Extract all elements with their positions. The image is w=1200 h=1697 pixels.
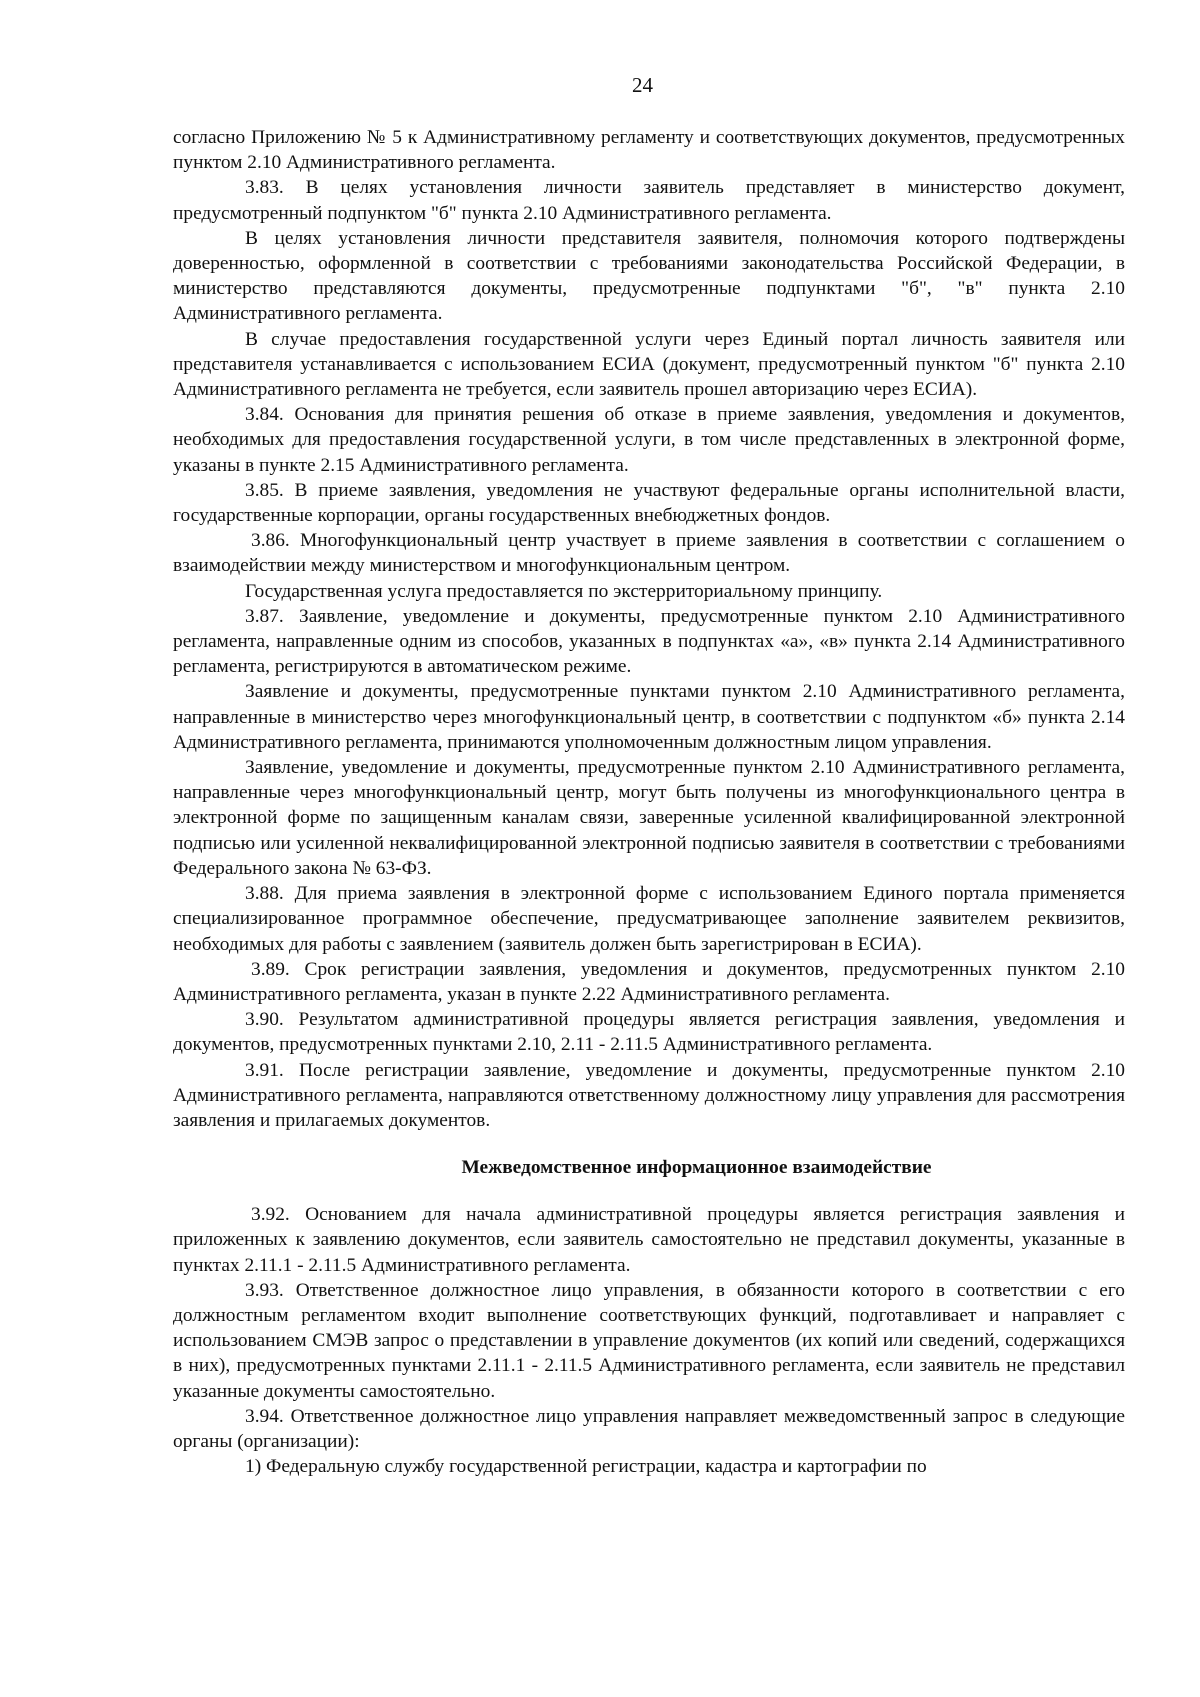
paragraph: 3.86. Многофункциональный центр участвует в приеме заявления в соответствии с соглашением о взаимодействии между министерством и многофункциональным центром. <box>173 530 1125 577</box>
paragraph: 3.83. В целях установления личности заявитель представляет в министерство документ, предусмотренный подпунктом "б" пункта 2.10 Административного регламента. <box>173 177 1125 224</box>
paragraph: 3.93. Ответственное должностное лицо управления, в обязанности которого в соответствии с его должностным регламентом входит выполнение соответствующих функций, подготавливает и направляет с использованием СМЭВ запрос о представлении в управление документов (их копий или сведений, содержащихся в них), предусмотренных пунктами 2.11.1 - 2.11.5 Административного регламента, если заявитель не представил указанные документы самостоятельно. <box>173 1279 1125 1402</box>
document-body <box>173 125 1125 1479</box>
paragraph: 3.87. Заявление, уведомление и документы, предусмотренные пунктом 2.10 Административного регламента, направленные одним из способов, указанных в подпунктах «а», «в» пункта 2.14 Административного регламента, регистрируются в автоматическом режиме. <box>173 605 1125 678</box>
paragraph: 3.84. Основания для принятия решения об отказе в приеме заявления, уведомления и документов, необходимых для предоставления государственной услуги, в том числе представленных в электронной форме, указаны в пункте 2.15 Административного регламента. <box>173 404 1125 476</box>
page-number: 24 <box>632 73 653 97</box>
paragraph: 3.85. В приеме заявления, уведомления не участвуют федеральные органы исполнительной власти, государственные корпорации, органы государственных внебюджетных фондов. <box>173 479 1125 527</box>
paragraph: согласно Приложению № 5 к Административному регламенту и соответствующих документов, предусмотренных пунктом 2.10 Административного регламента. <box>173 127 1125 174</box>
paragraph: 3.90. Результатом административной процедуры является регистрация заявления, уведомления и документов, предусмотренных пунктами 2.10, 2.11 - 2.11.5 Административного регламента. <box>173 1009 1125 1056</box>
paragraph: 3.92. Основанием для начала административной процедуры является регистрация заявления и приложенных к заявлению документов, если заявитель самостоятельно не представил документы, указанные в пунктах 2.11.1 - 2.11.5 Административного регламента. <box>173 1204 1125 1276</box>
paragraph: Заявление, уведомление и документы, предусмотренные пунктом 2.10 Административного регламента, направленные через многофункциональный центр, могут быть получены из многофункционального центра в электронной форме по защищенным каналам связи, заверенные усиленной квалифицированной электронной подписью или усиленной неквалифицированной электронной подписью заявителя в соответствии с требованиями Федерального закона № 63-ФЗ. <box>173 757 1125 879</box>
paragraph: Заявление и документы, предусмотренные пунктами пунктом 2.10 Административного регламента, направленные в министерство через многофункциональный центр, в соответствии с подпунктом «б» пункта 2.14 Административного регламента, принимаются уполномоченным должностным лицом управления. <box>173 681 1125 753</box>
paragraph: 3.91. После регистрации заявление, уведомление и документы, предусмотренные пунктом 2.10 Административного регламента, направляются ответственному должностному лицу управления для рассмотрения заявления и прилагаемых документов. <box>173 1059 1125 1131</box>
paragraph: 3.88. Для приема заявления в электронной форме с использованием Единого портала применяется специализированное программное обеспечение, предусматривающее заполнение заявителем реквизитов, необходимых для работы с заявлением (заявитель должен быть зарегистрирован в ЕСИА). <box>173 883 1125 955</box>
paragraph: В целях установления личности представителя заявителя, полномочия которого подтверждены доверенностью, оформленной в соответствии с требованиями законодательства Российской Федерации, в министерство представляются документы, предусмотренные подпунктами "б", "в" пункта 2.10 Административного регламента. <box>173 227 1125 325</box>
paragraph: Государственная услуга предоставляется по экстерриториальному принципу. <box>245 580 883 602</box>
paragraph: 3.94. Ответственное должностное лицо управления направляет межведомственный запрос в следующие органы (организации): <box>173 1405 1125 1452</box>
paragraph: 3.89. Срок регистрации заявления, уведомления и документов, предусмотренных пунктом 2.10 Административного регламента, указан в пункте 2.22 Административного регламента. <box>173 958 1125 1005</box>
paragraph: В случае предоставления государственной услуги через Единый портал личность заявителя или представителя устанавливается с использованием ЕСИА (документ, предусмотренный пунктом "б" пункта 2.10 Административного регламента не требуется, если заявитель прошел авторизацию через ЕСИА). <box>173 328 1125 401</box>
section-heading: Межведомственное информационное взаимодействие <box>461 1157 932 1179</box>
paragraph: 1) Федеральную службу государственной регистрации, кадастра и картографии по <box>245 1456 927 1478</box>
